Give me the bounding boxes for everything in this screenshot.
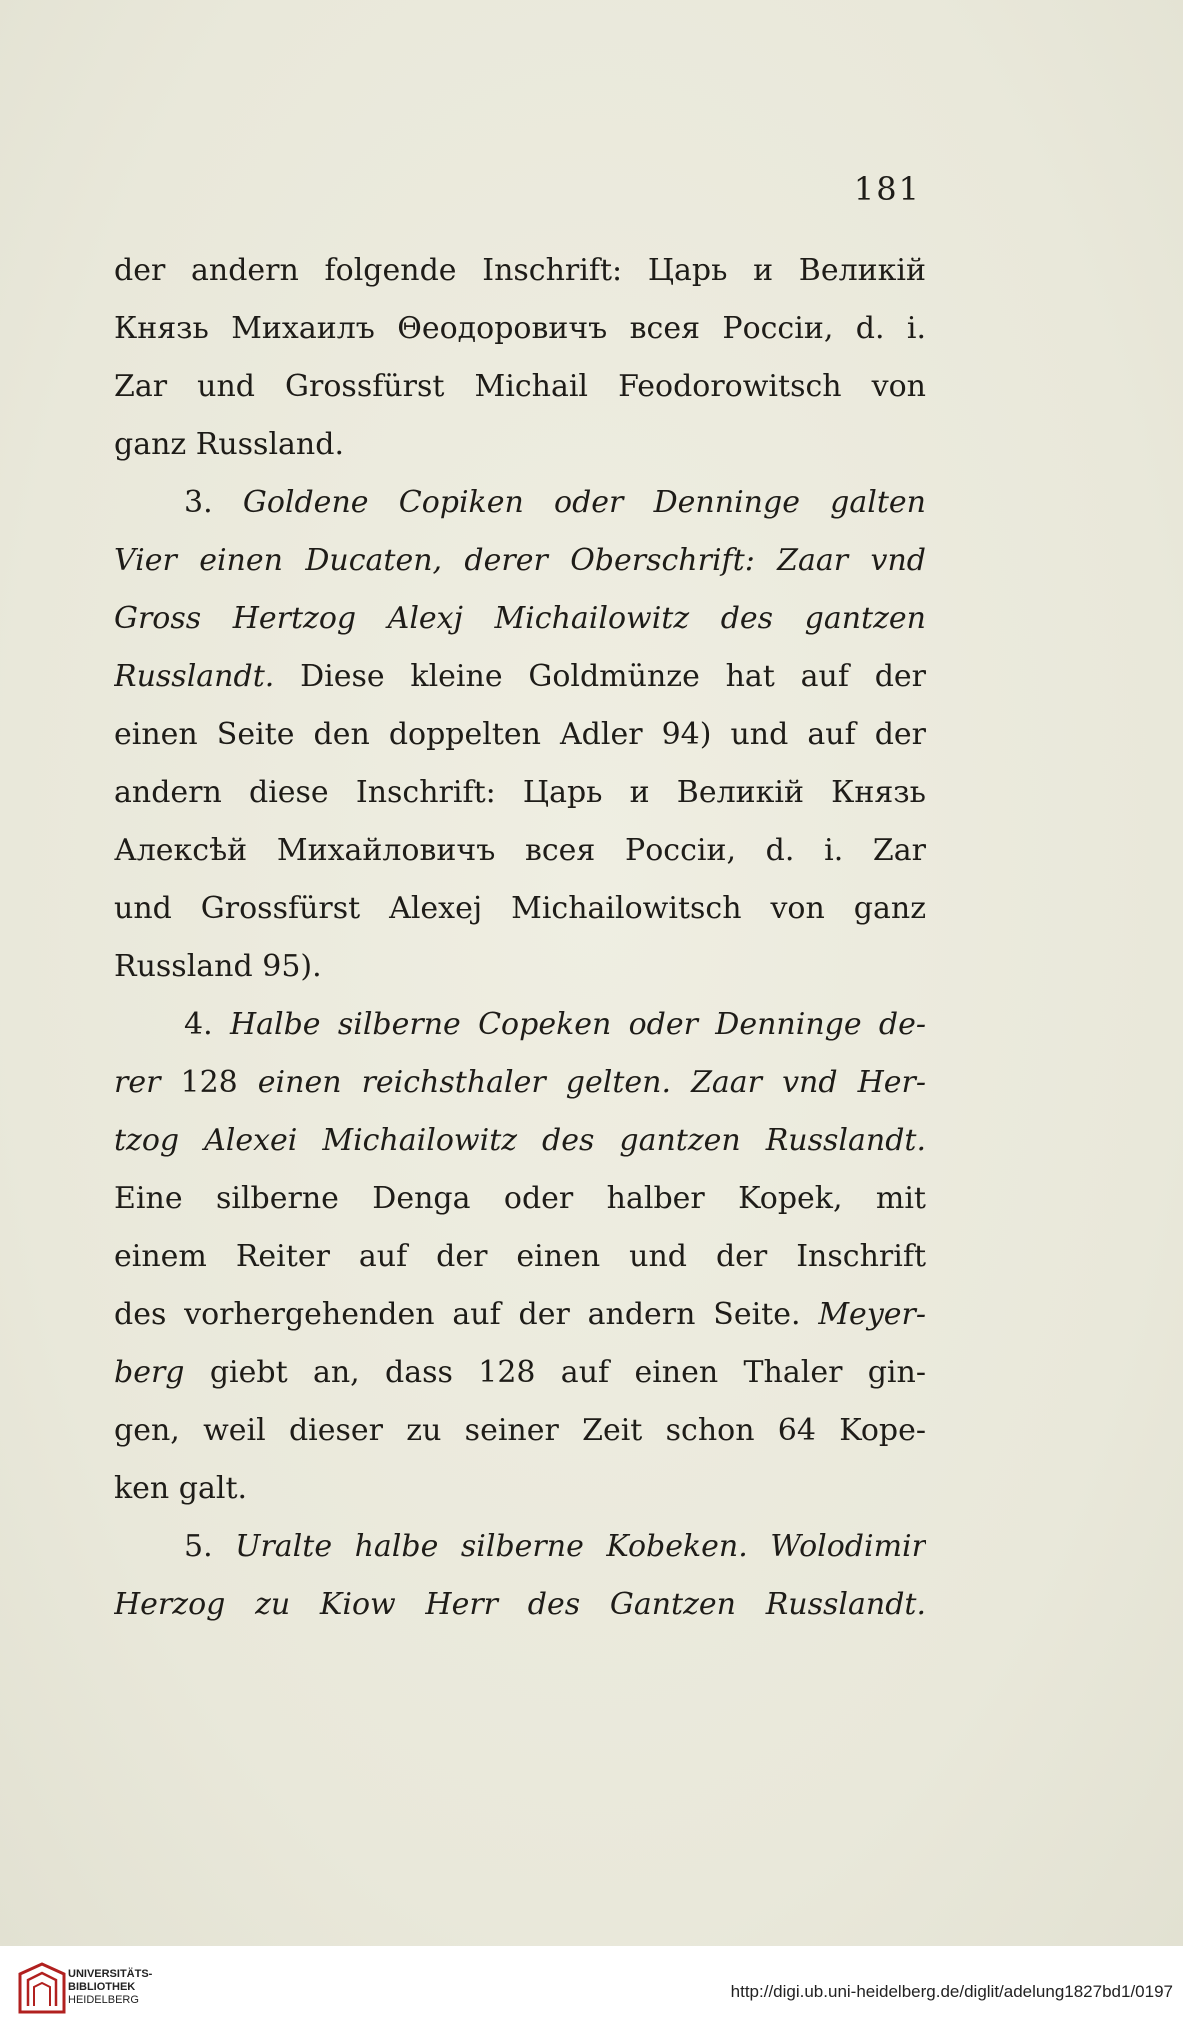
text-run: und Grossfürst Alexej Michailowitsch von ganz bbox=[114, 891, 926, 926]
text-line bbox=[114, 1344, 926, 1402]
text-line bbox=[114, 1518, 926, 1576]
text-run: Diese kleine Goldmünze hat auf der bbox=[274, 659, 926, 694]
italic-text: einen reichsthaler gelten. Zaar vnd Her- bbox=[237, 1065, 926, 1100]
italic-text: Uralte halbe silberne Kobeken. Wolodimir bbox=[235, 1529, 926, 1564]
library-name-line: BIBLIOTHEK bbox=[68, 1981, 136, 1993]
footer-bar bbox=[0, 1946, 1183, 2033]
text-run: des vorhergehenden auf der andern Seite. bbox=[114, 1297, 819, 1332]
text-line bbox=[114, 1054, 926, 1112]
italic-text: Halbe silberne Copeken oder Denninge de- bbox=[229, 1007, 926, 1042]
text-run: 5. bbox=[184, 1529, 236, 1564]
text-line bbox=[114, 358, 926, 416]
text-run: 128 bbox=[180, 1065, 238, 1100]
text-line bbox=[114, 706, 926, 764]
text-line bbox=[114, 1576, 926, 1634]
text-line bbox=[114, 1460, 926, 1518]
text-run: ganz Russland. bbox=[114, 427, 344, 462]
text-line bbox=[114, 996, 926, 1054]
library-name-line: HEIDELBERG bbox=[68, 1994, 139, 2006]
text-line bbox=[114, 1402, 926, 1460]
text-line bbox=[114, 1228, 926, 1286]
text-run: Zar und Grossfürst Michail Feodorowitsch von bbox=[114, 369, 926, 404]
italic-text: rer bbox=[114, 1065, 181, 1100]
text-line bbox=[114, 1112, 926, 1170]
text-run: Алексѣй Михайловичъ всея Россіи, d. i. Zar bbox=[114, 833, 926, 868]
text-run: Eine silberne Denga oder halber Kopek, mit bbox=[114, 1181, 926, 1216]
library-name bbox=[68, 1968, 152, 2007]
italic-text: Meyer- bbox=[818, 1297, 926, 1332]
text-run: einem Reiter auf der einen und der Inschrift bbox=[114, 1239, 926, 1274]
text-run: giebt an, dass 128 auf einen Thaler gin- bbox=[184, 1355, 926, 1390]
text-run: Russland 95). bbox=[114, 949, 322, 984]
university-seal-icon bbox=[12, 1960, 72, 2020]
text-line bbox=[114, 938, 926, 996]
page-number: 181 bbox=[853, 170, 921, 208]
text-line bbox=[114, 474, 926, 532]
text-line bbox=[114, 300, 926, 358]
text-line bbox=[114, 416, 926, 474]
text-run: andern diese Inschrift: Царь и Великій Князь bbox=[114, 775, 926, 810]
text-run: 4. bbox=[184, 1007, 230, 1042]
source-url[interactable]: http://digi.ub.uni-heidelberg.de/diglit/adelung1827bd1/0197 bbox=[730, 1982, 1173, 2001]
italic-text: Herzog zu Kiow Herr des Gantzen Russlandt. bbox=[114, 1587, 926, 1622]
italic-text: berg bbox=[114, 1355, 185, 1390]
text-line bbox=[114, 242, 926, 300]
text-line bbox=[114, 1170, 926, 1228]
text-line bbox=[114, 648, 926, 706]
text-line bbox=[114, 532, 926, 590]
text-run: einen Seite den doppelten Adler 94) und auf der bbox=[114, 717, 926, 752]
text-run: ken galt. bbox=[114, 1471, 248, 1506]
body-text bbox=[114, 242, 926, 1634]
text-run: Князь Михаилъ Θеодоровичъ всея Россіи, d. i. bbox=[114, 311, 926, 346]
text-line bbox=[114, 880, 926, 938]
text-line bbox=[114, 590, 926, 648]
italic-text: Gross Hertzog Alexj Michailowitz des gantzen bbox=[114, 601, 926, 636]
text-line bbox=[114, 764, 926, 822]
italic-text: tzog Alexei Michailowitz des gantzen Russlandt. bbox=[114, 1123, 926, 1158]
text-run: gen, weil dieser zu seiner Zeit schon 64 Kope- bbox=[114, 1413, 926, 1448]
italic-text: Goldene Copiken oder Denninge galten bbox=[242, 485, 926, 520]
text-line bbox=[114, 822, 926, 880]
text-run: 3. bbox=[184, 485, 243, 520]
text-run: der andern folgende Inschrift: Царь и Великій bbox=[114, 253, 926, 288]
library-name-line: UNIVERSITÄTS- bbox=[68, 1968, 153, 1980]
italic-text: Vier einen Ducaten, derer Oberschrift: Zaar vnd bbox=[114, 543, 926, 578]
italic-text: Russlandt. bbox=[114, 659, 275, 694]
text-line bbox=[114, 1286, 926, 1344]
